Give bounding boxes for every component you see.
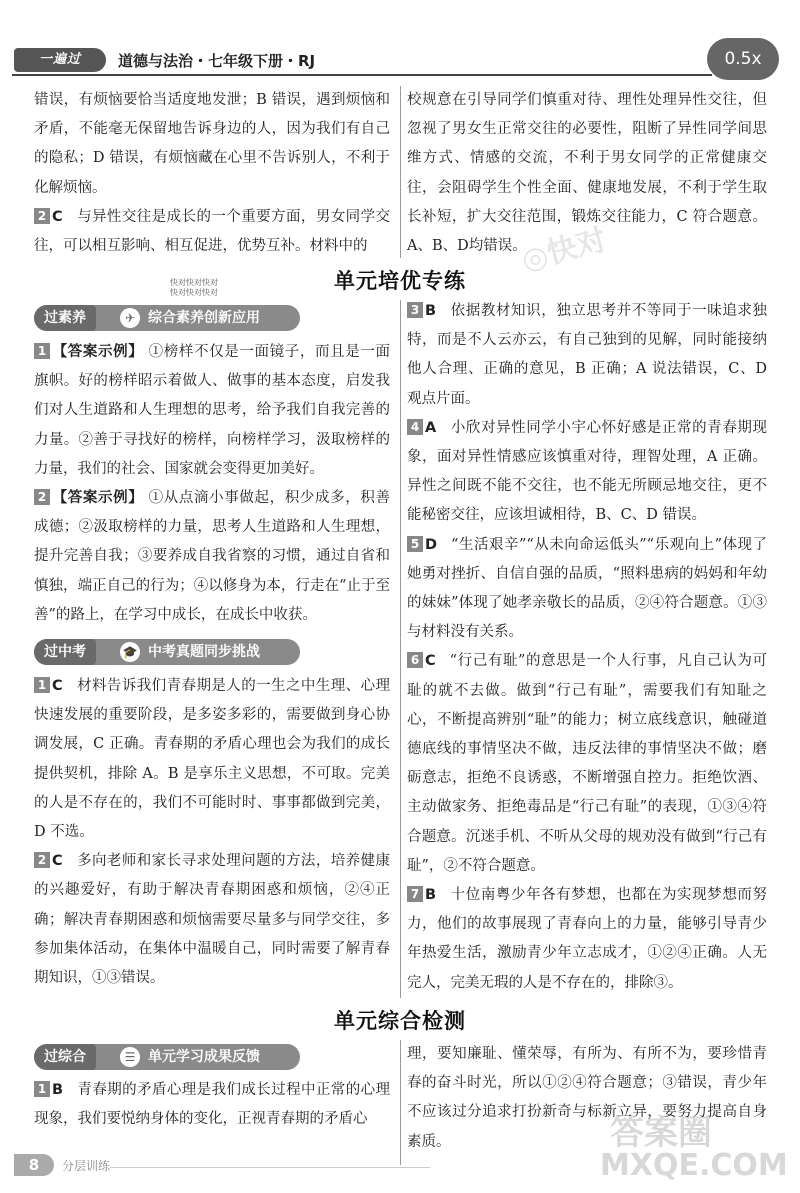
answer-letter: C — [52, 678, 63, 694]
question-2-answer — [34, 203, 390, 261]
page-number: 8 — [14, 1154, 54, 1176]
question-number: 1 — [34, 677, 50, 693]
explanation-text: 与异性交往是成长的一个重要方面，男女同学交往，可以相互影响、相互促进，优势互补。材料中的 — [34, 208, 390, 255]
stamp-line: 快对快对快对 — [170, 288, 218, 297]
explanation-text: 十位南粤少年各有梦想，也都在为实现梦想而努力，他们的故事展现了青春向上的力量，能够引导青少年热爱生活，激励青少年立志成才，①②④正确。人无完人，完美无瑕的人是不存在的，排除③。 — [407, 887, 767, 991]
banner-text: 中考真题同步挑战 — [148, 644, 260, 660]
question-number: 3 — [407, 302, 423, 318]
question-6-answer — [407, 647, 767, 881]
zoom-indicator-button[interactable]: 0.5x — [707, 38, 779, 80]
book-title: 道德与法治・七年级下册・RJ — [118, 52, 316, 70]
explanation-text: ①从点滴小事做起，积少成多，积善成德；②汲取榜样的力量，思考人生道路和人生理想，提升完善自我；③要养成自我省察的习惯，通过自省和慎独，端正自己的行为；④以修身为本，行走在“止于至善”的路上，在学习中成长，在成长中收获。 — [34, 490, 391, 623]
question-number: 2 — [34, 489, 50, 505]
explanation-text: 小欣对异性同学小宇心怀好感是正常的青春期现象，面对异性情感应该慎重对待，理智处理，A 正确。异性之间既不能不交往，也不能无所顾忌地交往，更不能秘密交往，应该坦诚相待，B、C、D 错误。 — [407, 419, 767, 524]
section2-right-column — [407, 1040, 767, 1157]
answer-letter: B — [425, 887, 437, 904]
banner-tag: 过中考 — [34, 639, 96, 665]
question-number: 2 — [34, 852, 50, 868]
banner-tag: 过综合 — [34, 1044, 96, 1070]
section1-left-upper — [34, 338, 390, 630]
footer-label: 分层训练 — [62, 1159, 111, 1173]
site-watermark: MXQE.COM — [600, 1148, 788, 1183]
explanation-text: 材料告诉我们青春期是人的一生之中生理、心理快速发展的重要阶段，是多姿多彩的，需要做到身心协调发展，C 正确。青春期的矛盾心理也会为我们的成长提供契机，排除 A。B 是享乐主义思想，不可取。完美的人是不存在的，我们不可能时时、事事都做到完美，D 不选。 — [34, 678, 390, 841]
banner-zonghe — [34, 1044, 300, 1070]
banner-text: 综合素养创新应用 — [148, 310, 260, 326]
explanation-text: ①榜样不仅是一面镜子，而且是一面旗帜。好的榜样昭示着做人、做事的基本态度，启发我们对人生道路和人生理想的思考，给予我们自我完善的力量。②善于寻找好的榜样，向榜样学习，汲取榜样的力量，我们的社会、国家就会变得更加美好。 — [34, 344, 391, 477]
zhongkao-question-2 — [34, 847, 390, 993]
header-rule — [12, 46, 712, 76]
answer-label: 【答案示例】 — [52, 344, 144, 360]
question-number: 1 — [34, 1081, 50, 1097]
answer-continuation: 校规意在引导同学们慎重对待、理性处理异性交往，但忽视了男女生正常交往的必要性，阻断了异性同学间思维方式、情感的交流，不利于男女同学的正常健康交往，会阻碍学生个性全面、健康地发展，不利于学生取长补短，扩大交往范围，锻炼交往能力，C 符合题意。A、B、D均错误。 — [407, 92, 767, 255]
question-number: 1 — [34, 343, 50, 359]
section2-left-column — [34, 1076, 390, 1134]
answer-letter: B — [52, 1082, 64, 1098]
explanation-text: “生活艰辛”“从未向命运低头”“乐观向上”体现了她勇对挫折、自信自强的品质，“照料患病的妈妈和年幼的妹妹”体现了她孝亲敬长的品质，②④符合题意。①③与材料没有关系。 — [407, 536, 767, 641]
answer-continuation: 理，要知廉耻、懂荣辱，有所为、有所不为，要珍惜青春的奋斗时光，所以①②④符合题意；③错误，青少年不应该过分追求打扮新奇与标新立异，要努力提高自身素质。 — [407, 1046, 767, 1150]
column-divider-bottom — [400, 1040, 401, 1165]
explanation-text: 多向老师和家长寻求处理问题的方法，培养健康的兴趣爱好，有助于解决青春期困惑和烦恼，②④正确；解决青春期困惑和烦恼需要尽量多与同学交往，多参加集体活动，在集体中温暖自己，同时需要了解青春期知识，①③错误。 — [34, 853, 390, 987]
answer-letter: A — [425, 419, 437, 436]
question-4-answer — [407, 414, 767, 531]
question-1-answer — [34, 338, 390, 484]
answer-letter: D — [425, 536, 438, 553]
banner-text: 单元学习成果反馈 — [148, 1049, 260, 1065]
graduation-cap-icon: 🎓 — [120, 642, 140, 662]
answer-letter: C — [425, 653, 436, 670]
brand-watermark: 答案圈 — [610, 1113, 712, 1153]
banner-zhongkao — [34, 639, 300, 665]
question-5-answer — [407, 531, 767, 648]
question-number: 2 — [34, 208, 50, 224]
banner-tag: 过素养 — [34, 305, 96, 331]
top-left-column — [34, 86, 390, 261]
question-number: 4 — [407, 419, 423, 435]
section1-left-lower — [34, 672, 390, 993]
kuaidui-watermark: ◎快对 — [517, 222, 611, 279]
answer-label: 【答案示例】 — [52, 490, 144, 507]
explanation-text: “行己有耻”的意思是一个人行事，凡自己认为可耻的就不去做。做到“行己有耻”，需要我们有知耻之心，不断提高辨别“耻”的能力；树立底线意识，触碰道德底线的事情坚决不做，违反法律的事情坚决不做；磨砺意志，拒绝不良诱惑，不断增强自控力。拒绝饮酒、主动做家务、拒绝毒品是“行己有耻”的表现，①③④符合题意。沉迷手机、不听从父母的规劝没有做到“行己有耻”，②不符合题意。 — [407, 653, 767, 874]
zhongkao-question-1 — [34, 672, 390, 847]
question-number: 7 — [407, 886, 423, 902]
section-title-unit-test: 单元综合检测 — [334, 1009, 466, 1033]
footer-rule — [110, 1167, 430, 1168]
question-3-answer — [407, 297, 767, 414]
stamp-line: 快对快对快对 — [170, 278, 218, 287]
banner-suyang — [34, 305, 300, 331]
section1-right-column — [407, 297, 767, 998]
question-number: 5 — [407, 536, 423, 552]
column-divider-top — [400, 86, 401, 258]
answer-letter: B — [425, 303, 437, 319]
question-7-answer — [407, 881, 767, 998]
explanation-text: 青春期的矛盾心理是我们成长过程中正常的心理现象，我们要悦纳身体的变化，正视青春期的矛盾心 — [34, 1082, 390, 1128]
page-header — [0, 0, 800, 82]
series-logo: 一遍过 — [14, 48, 106, 72]
section-title-unit-practice: 单元培优专练 — [334, 269, 466, 293]
column-divider-middle — [400, 300, 401, 998]
answer-continuation: 错误，有烦恼要恰当适度地发泄；B 错误，遇到烦恼和矛盾，不能毫无保留地告诉身边的人，因为我们有自己的隐私；D 错误，有烦恼藏在心里不告诉别人，不利于化解烦恼。 — [34, 92, 390, 196]
answer-letter: C — [52, 208, 63, 225]
list-icon: ☰ — [120, 1047, 140, 1067]
explanation-text: 依据教材知识，独立思考并不等同于一味追求独特，而是不人云亦云，有自己独到的见解，同时能接纳他人合理、正确的意见，B 正确；A 说法错误，C、D 观点片面。 — [407, 303, 767, 407]
question-2-answer — [34, 484, 390, 630]
top-right-column — [407, 86, 767, 261]
answer-letter: C — [52, 853, 63, 870]
test-question-1 — [34, 1076, 390, 1134]
question-number: 6 — [407, 652, 423, 668]
paper-plane-icon: ✈ — [120, 308, 140, 328]
